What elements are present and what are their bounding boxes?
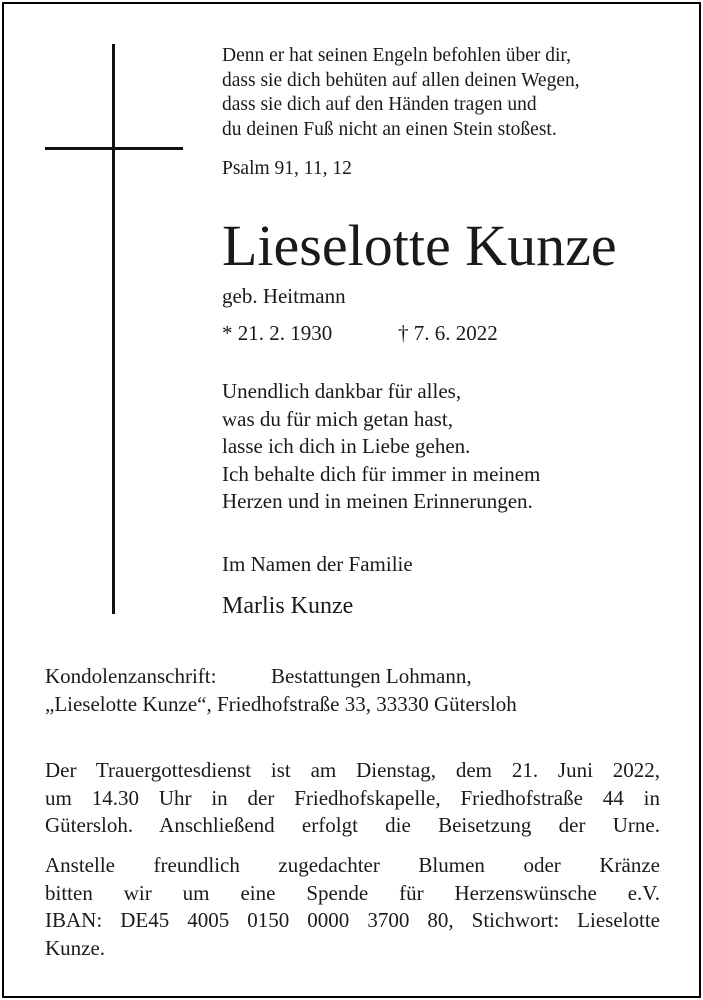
family-signature: Marlis Kunze bbox=[222, 593, 354, 619]
condolence-address bbox=[45, 663, 660, 718]
donation-line: IBAN: DE45 4005 0150 0000 3700 80, Stichwort: Lieselotte bbox=[45, 908, 660, 932]
birth-date: * 21. 2. 1930 bbox=[222, 321, 333, 345]
service-line: um 14.30 Uhr in der Friedhofskapelle, Friedhofstraße 44 in bbox=[45, 785, 660, 810]
poem-line: was du für mich getan hast, bbox=[222, 406, 453, 431]
donation-info bbox=[45, 852, 660, 962]
donation-line: bitten wir um eine Spende für Herzenswünsche e.V. bbox=[45, 880, 660, 905]
donation-line: Anstelle freundlich zugedachter Blumen oder Kränze bbox=[45, 853, 660, 877]
verse-line: du deinen Fuß nicht an einen Stein stoßest. bbox=[222, 118, 557, 140]
poem-line: Unendlich dankbar für alles, bbox=[222, 379, 462, 403]
service-line: Der Trauergottesdienst ist am Dienstag, dem 21. Juni 2022, bbox=[45, 758, 660, 782]
birth-name: geb. Heitmann bbox=[222, 284, 346, 308]
service-line: Gütersloh. Anschließend erfolgt die Beisetzung der Urne. bbox=[45, 813, 660, 837]
poem-line: Herzen und in meinen Erinnerungen. bbox=[222, 489, 533, 513]
condolence-line: „Lieselotte Kunze“, Friedhofstraße 33, 33330 Gütersloh bbox=[45, 691, 517, 716]
condolence-line: Bestattungen Lohmann, bbox=[271, 664, 472, 688]
verse-line: dass sie dich auf den Händen tragen und bbox=[222, 94, 537, 115]
farewell-poem bbox=[222, 378, 540, 516]
bible-verse bbox=[222, 44, 580, 142]
verse-line: Denn er hat seinen Engeln befohlen über dir, bbox=[222, 45, 572, 66]
donation-line: Kunze. bbox=[45, 935, 106, 960]
family-label: Im Namen der Familie bbox=[222, 552, 413, 576]
verse-line: dass sie dich behüten auf allen deinen Wegen, bbox=[222, 69, 580, 91]
death-date: † 7. 6. 2022 bbox=[398, 321, 498, 345]
cross-icon-vertical-bar bbox=[112, 44, 115, 614]
verse-source: Psalm 91, 11, 12 bbox=[222, 158, 352, 179]
condolence-label: Kondolenzanschrift: bbox=[45, 664, 217, 688]
poem-line: Ich behalte dich für immer in meinem bbox=[222, 461, 541, 486]
funeral-service-info bbox=[45, 757, 660, 840]
deceased-name: Lieselotte Kunze bbox=[222, 213, 617, 278]
poem-line: lasse ich dich in Liebe gehen. bbox=[222, 434, 471, 458]
cross-icon-horizontal-bar bbox=[45, 147, 183, 150]
